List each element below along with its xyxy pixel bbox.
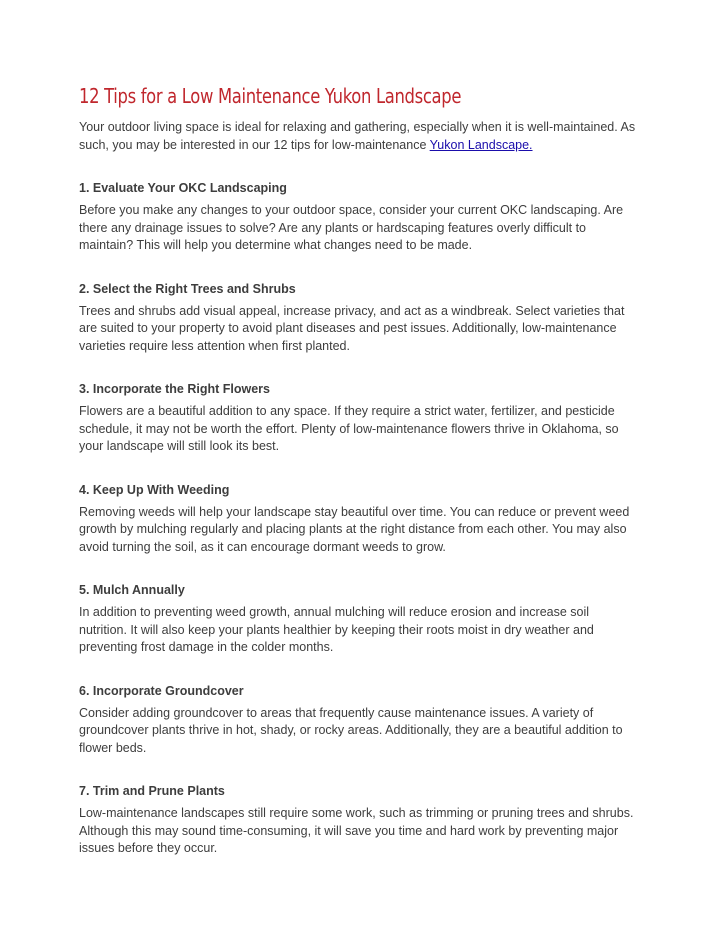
- section-4: [79, 482, 639, 557]
- yukon-landscape-link[interactable]: Yukon Landscape.: [429, 137, 533, 152]
- section-heading: 3. Incorporate the Right Flowers: [79, 382, 270, 396]
- section-5: [79, 582, 639, 657]
- section-body: Before you make any changes to your outdoor space, consider your current OKC landscaping. Are there any drainage issues to solve? Are any plants or hardscaping features overly difficult to maintain? This will help you determine what changes need to be made.: [79, 203, 624, 252]
- section-heading: 2. Select the Right Trees and Shrubs: [79, 281, 296, 296]
- section-2: [79, 281, 639, 356]
- section-6: [79, 683, 639, 758]
- section-heading: 6. Incorporate Groundcover: [79, 683, 244, 698]
- section-3: [79, 381, 639, 456]
- intro-text: Your outdoor living space is ideal for relaxing and gathering, especially when it is well-maintained. As such, you may be interested in our 12 tips for low-maintenance: [79, 120, 636, 152]
- section-body: Low-maintenance landscapes still require some work, such as trimming or pruning trees and shrubs. Although this may sound time-consuming, it will save you time and hard work by preventing major issues before they occur.: [79, 806, 634, 855]
- section-heading: 5. Mulch Annually: [79, 583, 185, 597]
- section-1: [79, 180, 639, 255]
- intro-paragraph: [79, 119, 639, 154]
- document-title: 12 Tips for a Low Maintenance Yukon Landscape: [79, 84, 462, 108]
- section-body: Trees and shrubs add visual appeal, increase privacy, and act as a windbreak. Select varieties that are suited to your property to avoid plant diseases and pest issues. Additionally, low-maintenance varieties require less attention when first planted.: [79, 303, 625, 353]
- section-heading: 1. Evaluate Your OKC Landscaping: [79, 181, 287, 195]
- section-body: Flowers are a beautiful addition to any space. If they require a strict water, fertilizer, and pesticide schedule, it may not be worth the effort. Plenty of low-maintenance flowers thrive in Oklahoma, so your landscape will still look its best.: [79, 404, 619, 453]
- document-page: [79, 84, 639, 858]
- section-body: Removing weeds will help your landscape stay beautiful over time. You can reduce or prevent weed growth by mulching regularly and placing plants at the right distance from each other. You may also avoid turning the soil, as it can encourage dormant weeds to grow.: [79, 504, 630, 554]
- section-body: Consider adding groundcover to areas that frequently cause maintenance issues. A variety of groundcover plants thrive in hot, shady, or rocky areas. Additionally, they are a beautiful addition to flower beds.: [79, 705, 623, 755]
- section-heading: 4. Keep Up With Weeding: [79, 482, 230, 497]
- section-body: In addition to preventing weed growth, annual mulching will reduce erosion and increase soil nutrition. It will also keep your plants healthier by keeping their roots moist in dry weather and preventing frost damage in the colder months.: [79, 605, 594, 654]
- section-7: [79, 783, 639, 858]
- section-heading: 7. Trim and Prune Plants: [79, 784, 225, 798]
